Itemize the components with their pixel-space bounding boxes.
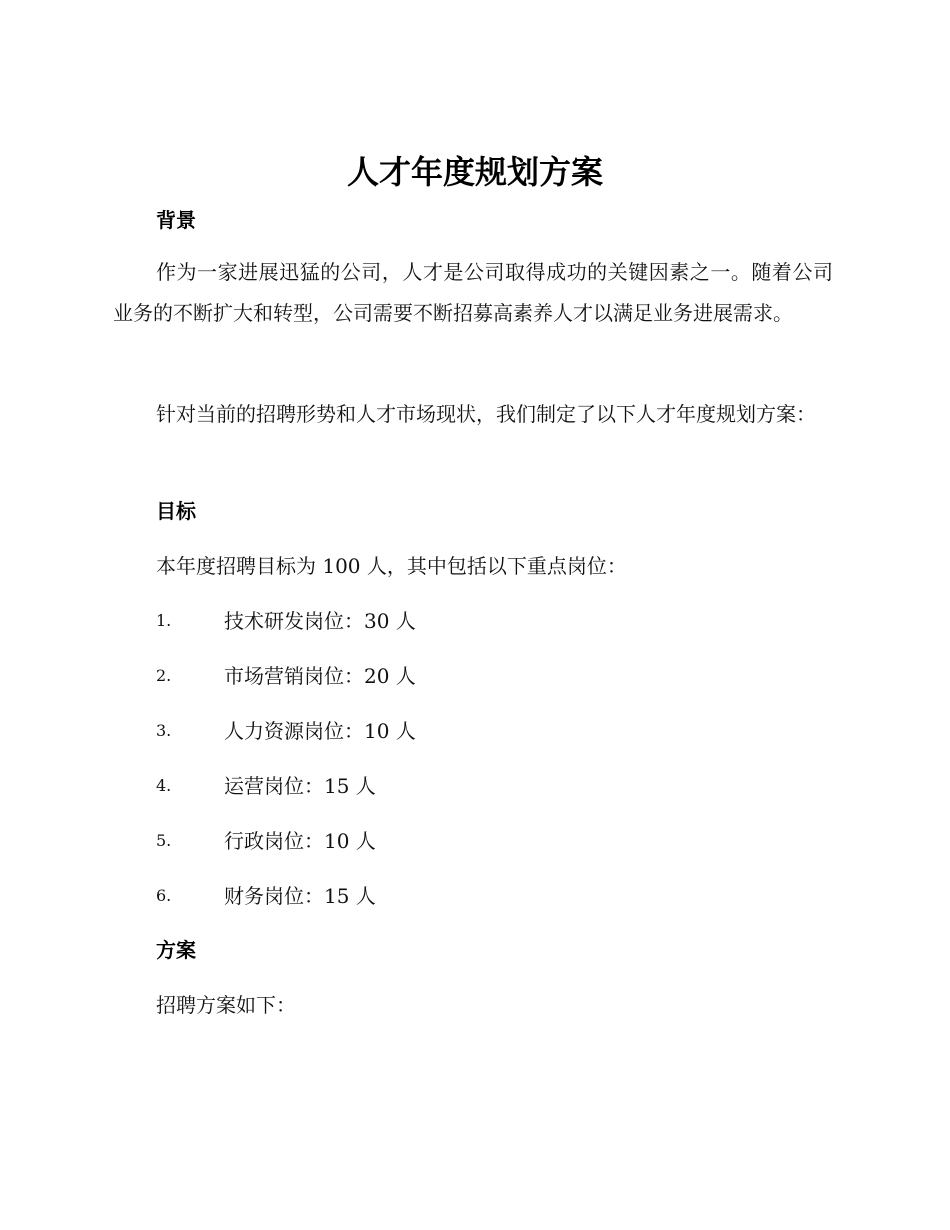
background-paragraph-1: 作为一家进展迅猛的公司，人才是公司取得成功的关键因素之一。随着公司业务的不断扩大和转型，公司需要不断招募高素养人才以满足业务进展需求。 — [113, 260, 833, 325]
list-number: 5. — [156, 831, 172, 850]
list-number: 3. — [156, 721, 172, 740]
list-number: 6. — [156, 886, 172, 905]
list-text: 人力资源岗位：10 人 — [224, 719, 416, 743]
section-heading-plan: 方案 — [156, 938, 196, 962]
background-paragraph-2: 针对当前的招聘形势和人才市场现状，我们制定了以下人才年度规划方案： — [156, 402, 816, 426]
goals-intro: 本年度招聘目标为 100 人，其中包括以下重点岗位： — [156, 554, 627, 578]
plan-intro: 招聘方案如下： — [156, 993, 296, 1017]
list-number: 4. — [156, 776, 172, 795]
list-text: 技术研发岗位：30 人 — [224, 609, 416, 633]
section-heading-background: 背景 — [156, 208, 196, 232]
section-heading-goals: 目标 — [156, 499, 196, 523]
list-number: 1. — [156, 611, 172, 630]
document-title: 人才年度规划方案 — [346, 153, 603, 191]
list-text: 运营岗位：15 人 — [224, 774, 376, 798]
list-text: 财务岗位：15 人 — [224, 884, 376, 908]
list-text: 行政岗位：10 人 — [224, 829, 376, 853]
list-number: 2. — [156, 666, 172, 685]
list-text: 市场营销岗位：20 人 — [224, 664, 416, 688]
